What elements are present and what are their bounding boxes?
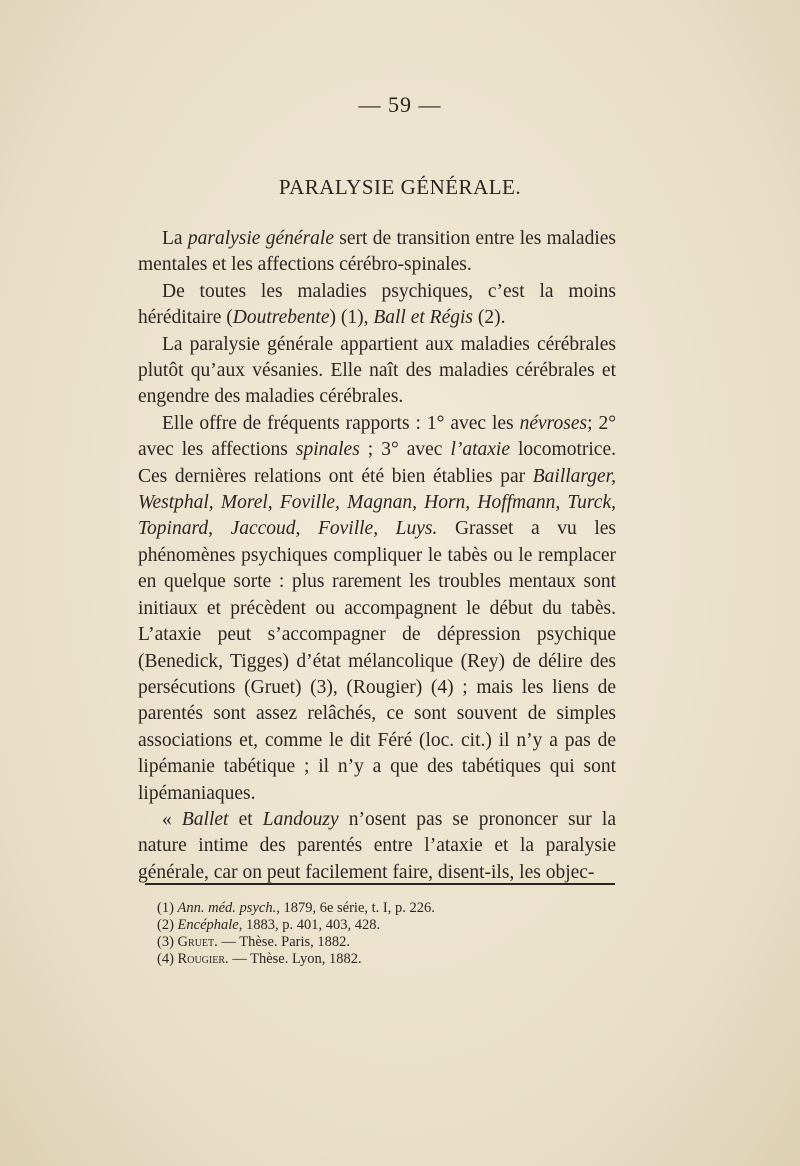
italic-text: névroses bbox=[519, 412, 588, 434]
text-run: Elle offre de fréquents rapports : 1° avec les bbox=[162, 412, 520, 434]
smallcaps-text: Gruet bbox=[177, 934, 215, 950]
text-run: et bbox=[228, 808, 263, 830]
text-run: (4) bbox=[157, 951, 178, 967]
paragraph bbox=[138, 807, 616, 886]
text-run: sert de transition entre les maladies mentales et les affections cérébro-spinales. bbox=[138, 228, 616, 276]
smallcaps-text: Rougier bbox=[177, 951, 225, 967]
text-run: . — Thèse. Paris, 1882. bbox=[214, 934, 351, 950]
text-run: , 1879, 6e série, t. I, p. 226. bbox=[276, 900, 435, 916]
text-run: « bbox=[162, 808, 182, 830]
section-title: PARALYSIE GÉNÉRALE. bbox=[278, 175, 522, 199]
text-run: ; 2° avec les affections bbox=[138, 412, 616, 461]
paragraph bbox=[138, 226, 616, 279]
footnotes bbox=[157, 900, 617, 968]
text-run: ) (1), bbox=[329, 307, 374, 329]
text-run: n’osent pas se prononcer sur la nature intime des parentés entre l’ataxie et la paralysie générale, car on peut facilement faire, disent-ils, les objec- bbox=[138, 808, 616, 883]
italic-text: l’ataxie bbox=[450, 439, 510, 461]
italic-text: spinales bbox=[295, 439, 360, 461]
italic-text: Doutrebente bbox=[232, 307, 330, 329]
body-text bbox=[138, 226, 616, 886]
italic-text: Ball et Régis bbox=[373, 307, 473, 329]
text-run: (3) bbox=[157, 934, 178, 950]
footnote bbox=[157, 951, 617, 968]
paragraph bbox=[138, 332, 616, 411]
paragraph bbox=[138, 411, 616, 807]
italic-text: Ballet bbox=[181, 808, 229, 830]
text-run: locomotrice. Ces dernières relations ont été bien établies par bbox=[138, 439, 616, 487]
footnote bbox=[157, 934, 617, 951]
text-run: (2). bbox=[473, 307, 506, 329]
italic-text: Encéphale bbox=[177, 917, 239, 933]
italic-text: Landouzy bbox=[262, 808, 339, 830]
text-run: Grasset a vu les phénomènes psychiques compliquer le tabès ou le remplacer en quelque sorte : plus rarement les troubles mentaux sont initiaux et précèdent ou accompagnent le début du tabès. L’ataxie peut s’accompagner de dépression psychique (Benedick, Tigges) d’état mélancolique (Rey) de délire des persécutions (Gruet) (3), (Rougier) (4) ; mais les liens de parentés sont assez relâchés, ce sont souvent de simples associations et, comme le dit Féré (loc. cit.) il n’y a pas de lipémanie tabétique ; il n’y a que des tabétiques qui sont lipémaniaques. bbox=[138, 518, 616, 804]
text-run: La paralysie générale appartient aux maladies cérébrales plutôt qu’aux vésanies. Elle naît des maladies cérébrales et engendre des maladies cérébrales. bbox=[138, 333, 616, 408]
text-run: , 1883, p. 401, 403, 428. bbox=[238, 917, 381, 933]
footnote-divider bbox=[145, 883, 615, 885]
page-number: — 59 — bbox=[358, 92, 442, 117]
text-run: (1) bbox=[157, 900, 178, 916]
italic-text: paralysie générale bbox=[187, 228, 334, 249]
footnote bbox=[157, 900, 617, 917]
paragraph bbox=[138, 279, 616, 332]
text-run: . — Thèse. Lyon, 1882. bbox=[225, 951, 362, 967]
text-run: ; 3° avec bbox=[359, 439, 451, 461]
text-run: La bbox=[162, 228, 188, 249]
footnote bbox=[157, 917, 617, 934]
text-run: De toutes les maladies psychiques, c’est la moins héréditaire ( bbox=[138, 280, 616, 329]
italic-text: Baillarger, Westphal, Morel, Foville, Magnan, Horn, Hoffmann, Turck, Topinard, Jaccoud, Foville, Luys. bbox=[138, 465, 616, 540]
italic-text: Ann. méd. psych. bbox=[177, 900, 277, 916]
text-run: (2) bbox=[157, 917, 178, 933]
